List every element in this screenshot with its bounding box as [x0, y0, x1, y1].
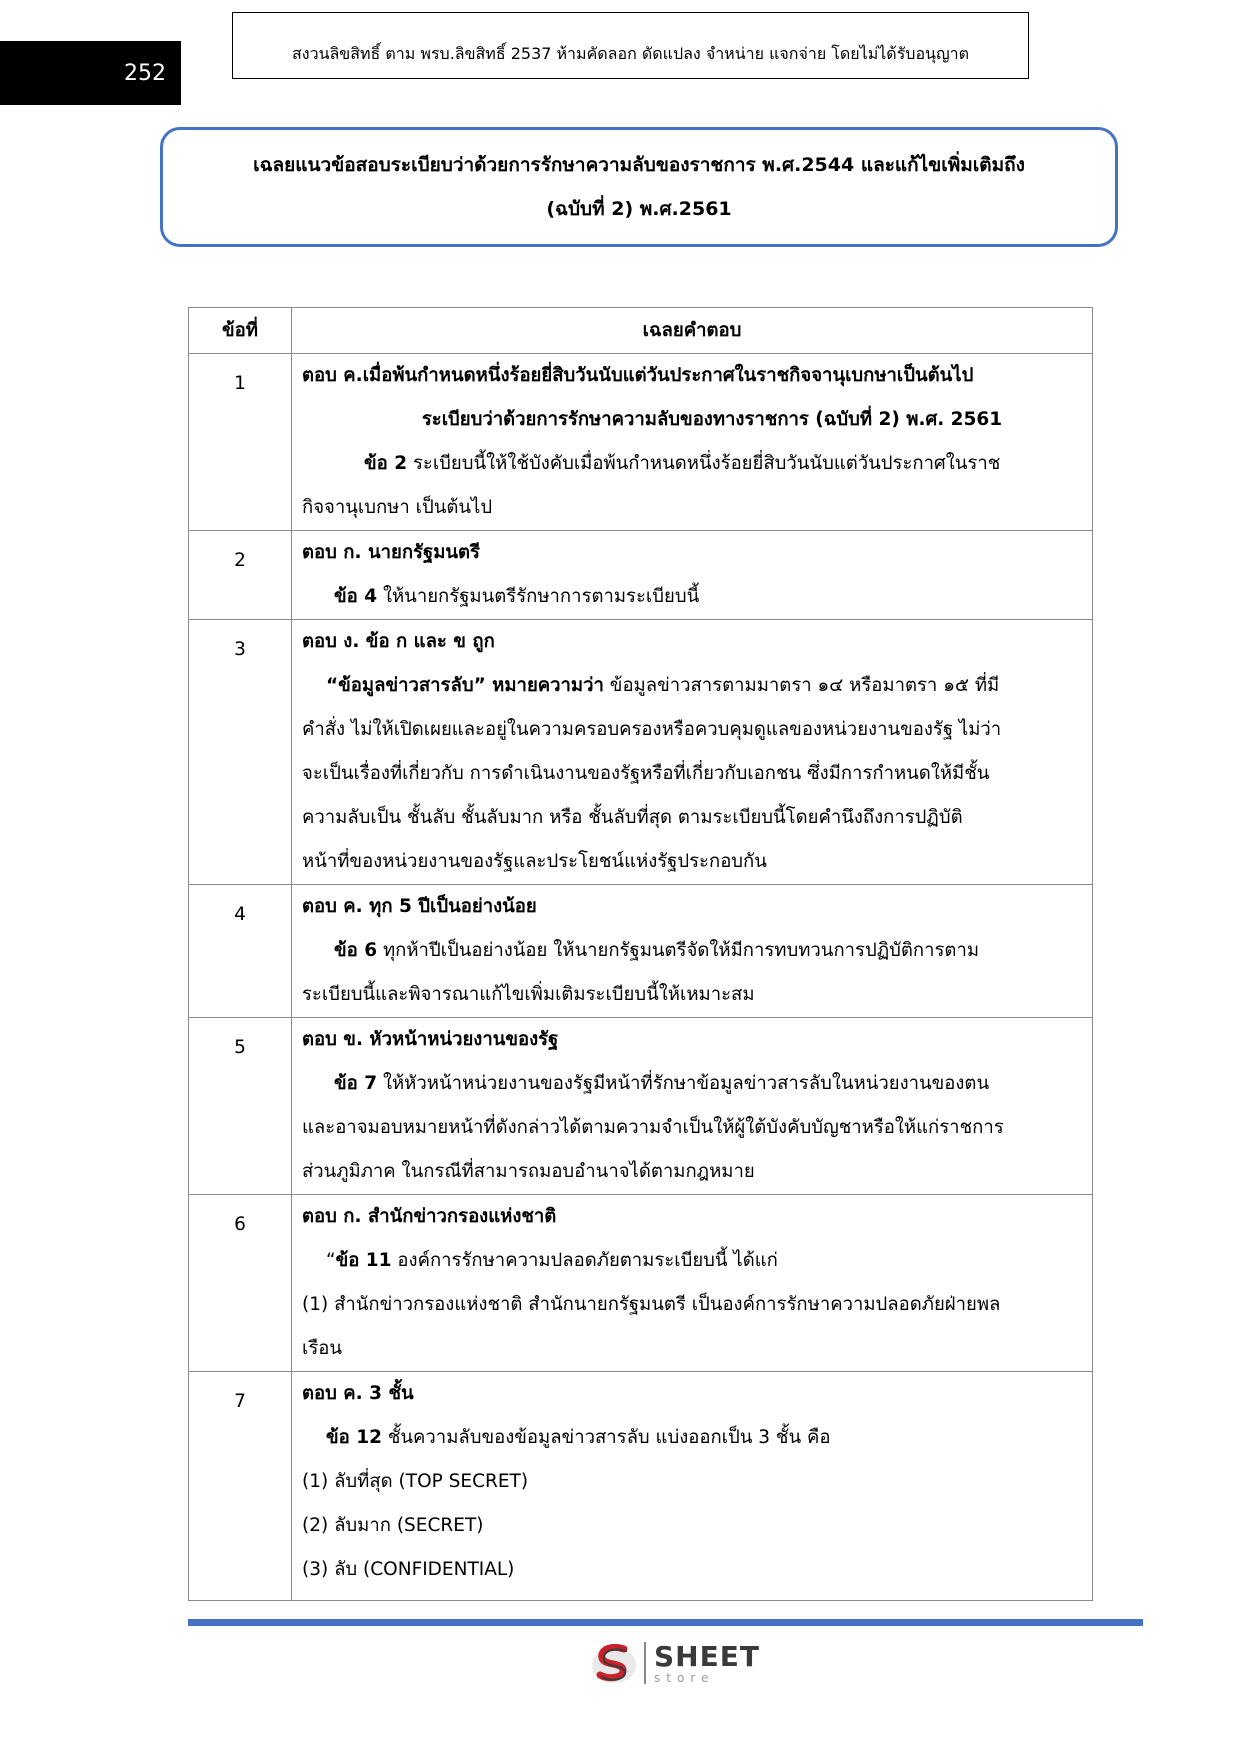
row-number: 7: [189, 1372, 292, 1601]
row-answer-cell: [292, 885, 1093, 1018]
row-answer-cell: [292, 1195, 1093, 1372]
row-number: 2: [189, 531, 292, 620]
list-item: (2) ลับมาก (SECRET): [302, 1515, 484, 1536]
row-answer-cell: [292, 354, 1093, 531]
list-item: (3) ลับ (CONFIDENTIAL): [302, 1559, 515, 1580]
logo-sub-text: store: [654, 1670, 715, 1685]
explanation-line: (1) สำนักข่าวกรองแห่งชาติ สำนักนายกรัฐมนตรี เป็นองค์การรักษาความปลอดภัยฝ่ายพล: [302, 1294, 1001, 1315]
document-title-box: [160, 127, 1118, 247]
article-label: ข้อ 12: [326, 1427, 382, 1448]
explanation-text: ชั้นความลับของข้อมูลข่าวสารลับ แบ่งออกเป็น 3 ชั้น คือ: [381, 1427, 831, 1448]
table-row: [189, 1372, 1093, 1601]
table-row: [189, 1195, 1093, 1372]
sheet-store-logo: [590, 1638, 770, 1688]
explanation-line: ส่วนภูมิภาค ในกรณีที่สามารถมอบอำนาจได้ตามกฎหมาย: [302, 1161, 755, 1182]
answer-line: ตอบ ง. ข้อ ก และ ข ถูก: [302, 631, 495, 652]
row-answer-cell: [292, 620, 1093, 885]
explanation-line: [302, 1416, 1082, 1460]
copyright-text: สงวนลิขสิทธิ์ ตาม พรบ.ลิขสิทธิ์ 2537 ห้ามคัดลอก ดัดแปลง จำหน่าย แจกจ่าย โดยไม่ได้รับอนุญาต: [292, 44, 969, 63]
article-label: ข้อ 11: [335, 1250, 392, 1271]
row-answer-cell: [292, 1372, 1093, 1601]
explanation-text: ให้นายกรัฐมนตรีรักษาการตามระเบียบนี้: [377, 586, 700, 607]
explanation-line: หน้าที่ของหน่วยงานของรัฐและประโยชน์แห่งรัฐประกอบกัน: [302, 851, 767, 872]
explanation-line: จะเป็นเรื่องที่เกี่ยวกับ การดำเนินงานของรัฐหรือที่เกี่ยวกับเอกชน ซึ่งมีการกำหนดให้มีชั้น: [302, 763, 990, 784]
row-number: 4: [189, 885, 292, 1018]
table-header-row: [189, 308, 1093, 354]
header-item-number: ข้อที่: [189, 308, 292, 354]
copyright-notice: [232, 12, 1029, 79]
explanation-text: องค์การรักษาความปลอดภัยตามระเบียบนี้ ได้แก่: [391, 1250, 778, 1271]
row-number: 1: [189, 354, 292, 531]
logo-text: [654, 1639, 760, 1685]
table-row: [189, 620, 1093, 885]
explanation-line: [302, 929, 1082, 973]
footer-divider: [188, 1619, 1143, 1626]
explanation-line: [302, 442, 1082, 486]
row-number: 6: [189, 1195, 292, 1372]
answer-line: ตอบ ค. 3 ชั้น: [302, 1383, 414, 1404]
explanation-line: [302, 1062, 1082, 1106]
article-label: ข้อ 4: [334, 586, 378, 607]
explanation-line: เรือน: [302, 1338, 343, 1359]
article-label: ข้อ 2: [364, 453, 408, 474]
article-label: ข้อ 7: [334, 1073, 378, 1094]
explanation-line: ระเบียบนี้และพิจารณาแก้ไขเพิ่มเติมระเบียบนี้ให้เหมาะสม: [302, 984, 755, 1005]
explanation-line: [302, 575, 1082, 619]
explanation-line: [302, 1239, 1082, 1283]
explanation-line: คำสั่ง ไม่ให้เปิดเผยและอยู่ในความครอบครองหรือควบคุมดูแลของหน่วยงานของรัฐ ไม่ว่า: [302, 719, 1002, 740]
explanation-text: ทุกห้าปีเป็นอย่างน้อย ให้นายกรัฐมนตรีจัดให้มีการทบทวนการปฏิบัติการตาม: [377, 940, 980, 961]
row-answer-cell: [292, 531, 1093, 620]
row-number: 5: [189, 1018, 292, 1195]
quote-mark: “: [326, 1250, 336, 1271]
logo-divider: [644, 1642, 646, 1684]
list-item: (1) ลับที่สุด (TOP SECRET): [302, 1471, 529, 1492]
table-row: [189, 1018, 1093, 1195]
row-number: 3: [189, 620, 292, 885]
logo-s-icon: [590, 1639, 638, 1687]
title-line-2: (ฉบับที่ 2) พ.ศ.2561: [546, 198, 732, 220]
explanation-text: ระเบียบนี้ให้ใช้บังคับเมื่อพ้นกำหนดหนึ่งร้อยยี่สิบวันนับแต่วันประกาศในราช: [407, 453, 1001, 474]
explanation-line: ความลับเป็น ชั้นลับ ชั้นลับมาก หรือ ชั้นลับที่สุด ตามระเบียบนี้โดยคำนึงถึงการปฏิบัติ: [302, 807, 963, 828]
explanation-line: และอาจมอบหมายหน้าที่ดังกล่าวได้ตามความจำเป็นให้ผู้ใต้บังคับบัญชาหรือให้แก่ราชการ: [302, 1117, 1004, 1138]
row-answer-cell: [292, 1018, 1093, 1195]
table-row: [189, 531, 1093, 620]
page-number-box: [0, 41, 181, 105]
answer-line: ตอบ ก. นายกรัฐมนตรี: [302, 542, 480, 563]
answer-line: ตอบ ค.เมื่อพ้นกำหนดหนึ่งร้อยยี่สิบวันนับแต่วันประกาศในราชกิจจานุเบกษาเป็นต้นไป: [302, 365, 974, 386]
explanation-line: กิจจานุเบกษา เป็นต้นไป: [302, 497, 493, 518]
explanation-text: ให้หัวหน้าหน่วยงานของรัฐมีหน้าที่รักษาข้อมูลข่าวสารลับในหน่วยงานของตน: [377, 1073, 990, 1094]
answer-line: ตอบ ข. หัวหน้าหน่วยงานของรัฐ: [302, 1029, 559, 1050]
page-number: 252: [124, 60, 166, 86]
table-row: [189, 354, 1093, 531]
logo-main-text: SHEET: [654, 1639, 760, 1673]
term-label: “ข้อมูลข่าวสารลับ” หมายความว่า: [326, 675, 604, 696]
explanation-line: [302, 664, 1082, 708]
answer-line: ตอบ ค. ทุก 5 ปีเป็นอย่างน้อย: [302, 896, 537, 917]
table-row: [189, 885, 1093, 1018]
answer-line: ตอบ ก. สำนักข่าวกรองแห่งชาติ: [302, 1206, 557, 1227]
article-label: ข้อ 6: [334, 940, 378, 961]
explanation-text: ข้อมูลข่าวสารตามมาตรา ๑๔ หรือมาตรา ๑๕ ที่มี: [603, 675, 1000, 696]
header-answer: เฉลยคำตอบ: [292, 308, 1093, 354]
regulation-subtitle: ระเบียบว่าด้วยการรักษาความลับของทางราชการ (ฉบับที่ 2) พ.ศ. 2561: [421, 409, 1003, 430]
title-line-1: เฉลยแนวข้อสอบระเบียบว่าด้วยการรักษาความลับของราชการ พ.ศ.2544 และแก้ไขเพิ่มเติมถึง: [253, 154, 1025, 176]
answer-table: [188, 307, 1093, 1601]
